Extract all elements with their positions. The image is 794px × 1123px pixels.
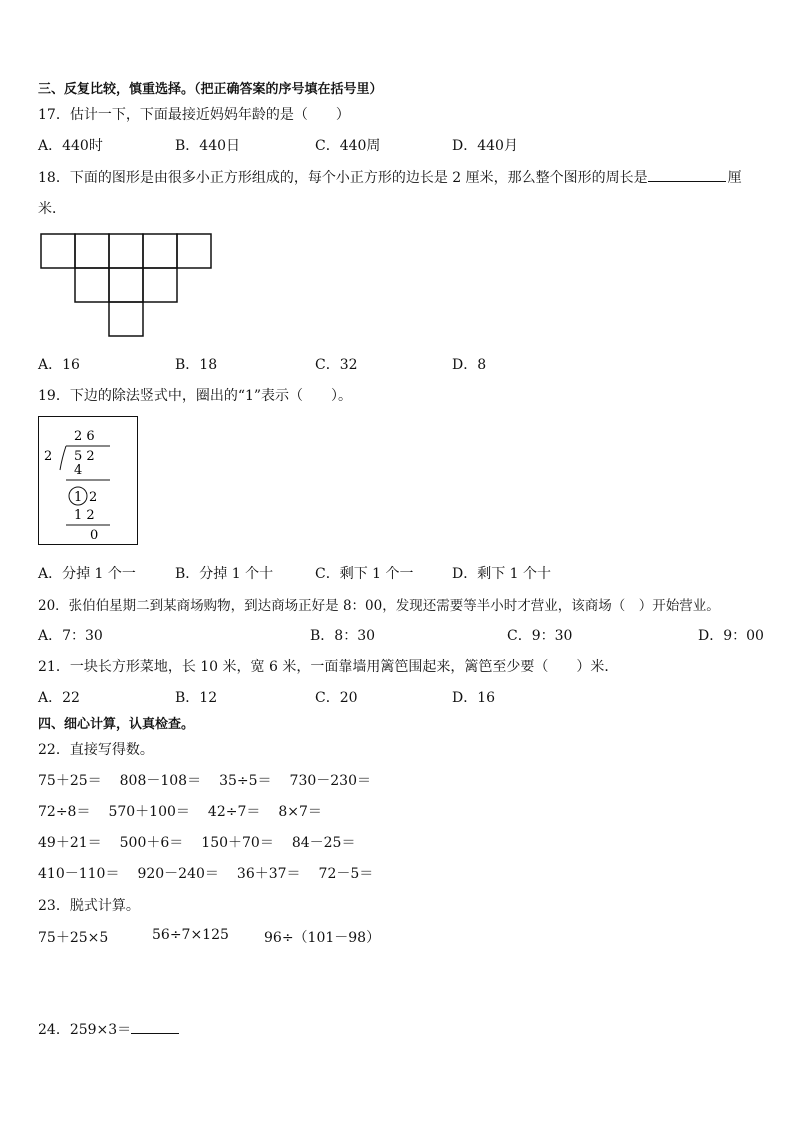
- q20-option-c[interactable]: C．9：30: [507, 628, 573, 644]
- q21-option-a[interactable]: A．22: [38, 690, 80, 706]
- q21-option-c[interactable]: C．20: [315, 690, 358, 706]
- q22-item: 35÷5＝: [219, 773, 272, 789]
- dividend: 5 2: [74, 449, 95, 464]
- q20-option-b[interactable]: B．8：30: [310, 628, 376, 644]
- question-18: [38, 167, 742, 187]
- q22-item: 72－5＝: [318, 866, 374, 882]
- q22-item: 808－108＝: [119, 773, 202, 789]
- figure-square: [75, 268, 109, 302]
- q24-text: 24．259×3＝: [38, 1022, 132, 1038]
- section-4-heading: 四、细心计算，认真检查。: [38, 717, 195, 732]
- q18-text: 18．下面的图形是由很多小正方形组成的，每个小正方形的边长是 2 厘米，那么整个图形的周长是: [38, 170, 648, 186]
- figure-square: [109, 234, 143, 268]
- question-22: 22．直接写得数。: [38, 742, 154, 758]
- figure-square: [143, 268, 177, 302]
- figure-square: [177, 234, 211, 268]
- q18-text-continued: 米．: [38, 201, 66, 217]
- q23-item: 56÷7×125: [152, 927, 229, 943]
- q22-item: 730－230＝: [289, 773, 371, 789]
- q17-option-c[interactable]: C．440周: [315, 138, 381, 154]
- section-3-heading: 三、反复比较，慎重选择。（把正确答案的序号填在括号里）: [38, 82, 383, 97]
- q22-item: 36＋37＝: [236, 866, 301, 882]
- q18-unit: 厘: [727, 170, 742, 186]
- step-3: 1 2: [74, 508, 95, 523]
- q19-long-division: [38, 416, 139, 546]
- q22-item: 72÷8＝: [38, 804, 91, 820]
- step-2-rest: 2: [89, 490, 98, 505]
- figure-square: [143, 234, 177, 268]
- q17-option-b[interactable]: B．440日: [175, 138, 241, 154]
- question-19: 19．下边的除法竖式中，圈出的“1”表示（ ）。: [38, 388, 353, 404]
- q19-option-d[interactable]: D．剩下 1 个十: [452, 566, 552, 582]
- quotient: 2 6: [74, 429, 95, 444]
- question-21: 21．一块长方形菜地，长 10 米，宽 6 米，一面靠墙用篱笆围起来，篱笆至少要（ ）米．: [38, 659, 619, 675]
- q22-item: 920－240＝: [137, 866, 219, 882]
- figure-square: [41, 234, 75, 268]
- q22-item: 84－25＝: [291, 835, 356, 851]
- q19-option-a[interactable]: A．分掉 1 个一: [38, 566, 136, 582]
- figure-square: [75, 234, 109, 268]
- q22-row: [38, 801, 340, 821]
- q19-option-b[interactable]: B．分掉 1 个十: [175, 566, 274, 582]
- q18-option-c[interactable]: C．32: [315, 357, 358, 373]
- q20-option-d[interactable]: D．9：00: [698, 628, 764, 644]
- q22-item: 500＋6＝: [119, 835, 184, 851]
- q22-item: 410－110＝: [38, 866, 120, 882]
- q22-item: 75＋25＝: [38, 773, 102, 789]
- q23-item: 96÷（101－98）: [264, 930, 381, 946]
- q19-option-c[interactable]: C．剩下 1 个一: [315, 566, 414, 582]
- q24-answer-blank[interactable]: [131, 1033, 179, 1034]
- q22-item: 570＋100＝: [108, 804, 190, 820]
- q22-row: [38, 863, 391, 883]
- q22-row: [38, 832, 373, 852]
- step-1: 4: [74, 463, 83, 478]
- divisor: 2: [44, 449, 53, 464]
- q20-option-a[interactable]: A．7：30: [38, 628, 103, 644]
- q17-option-d[interactable]: D．440月: [452, 138, 518, 154]
- remainder: 0: [90, 528, 99, 543]
- q22-row: [38, 770, 389, 790]
- question-20: 20．张伯伯星期二到某商场购物，到达商场正好是 8：00，发现还需要等半小时才营业，该商场（ ）开始营业。: [38, 598, 720, 614]
- q18-option-b[interactable]: B．18: [175, 357, 218, 373]
- q18-option-d[interactable]: D．8: [452, 357, 487, 373]
- circled-digit: 1: [74, 490, 83, 505]
- q21-option-b[interactable]: B．12: [175, 690, 218, 706]
- q18-square-figure: [40, 233, 215, 338]
- figure-square: [109, 302, 143, 336]
- question-17: 17．估计一下，下面最接近妈妈年龄的是（ ）: [38, 107, 350, 123]
- q18-option-a[interactable]: A．16: [38, 357, 80, 373]
- q22-item: 8×7＝: [278, 804, 322, 820]
- q22-item: 42÷7＝: [207, 804, 261, 820]
- q22-item: 49＋21＝: [38, 835, 102, 851]
- q18-answer-blank[interactable]: [648, 181, 726, 182]
- question-24: [38, 1019, 179, 1039]
- q23-item: 75＋25×5: [38, 930, 109, 946]
- q17-option-a[interactable]: A．440时: [38, 138, 103, 154]
- q22-item: 150＋70＝: [201, 835, 274, 851]
- question-23: 23．脱式计算。: [38, 898, 140, 914]
- figure-square: [109, 268, 143, 302]
- q21-option-d[interactable]: D．16: [452, 690, 496, 706]
